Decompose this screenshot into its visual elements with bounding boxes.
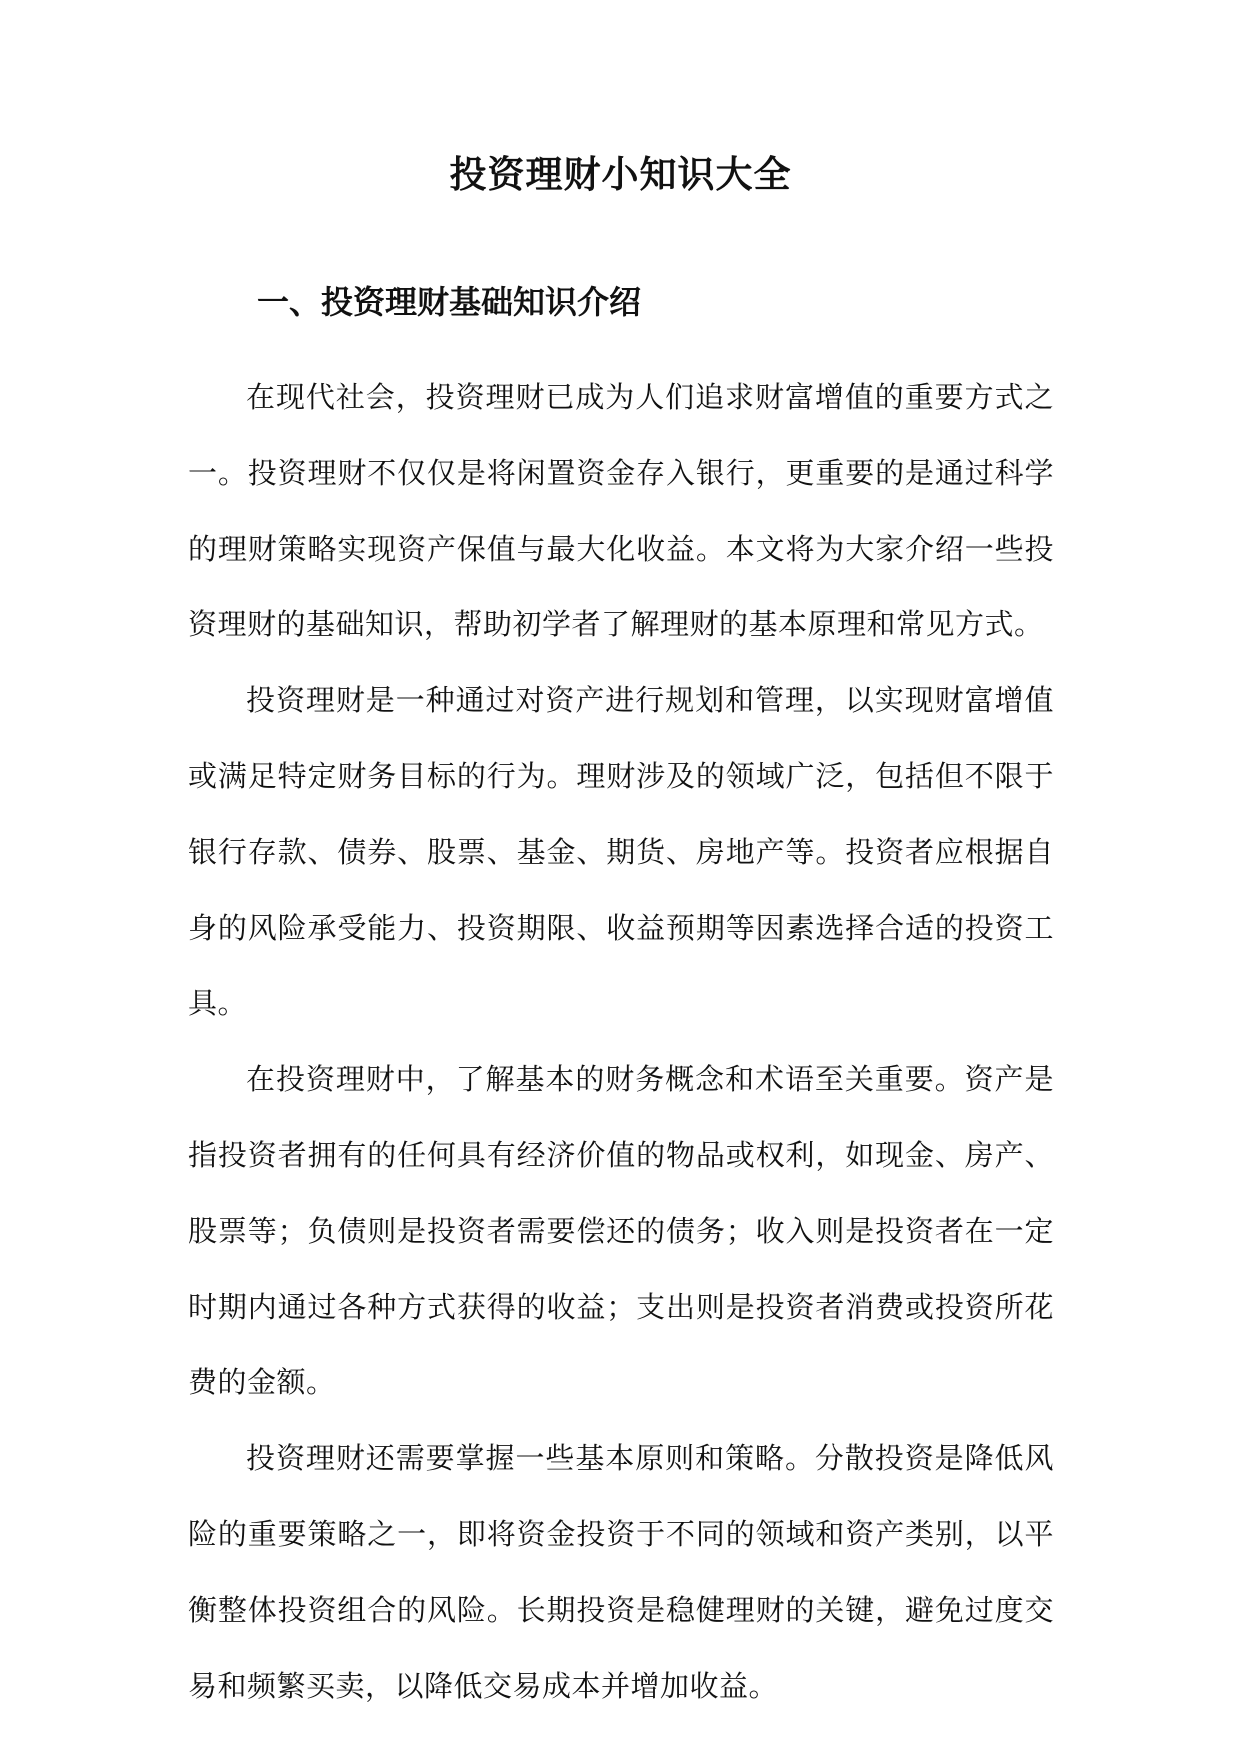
paragraph: 在投资理财中，了解基本的财务概念和术语至关重要。资产是指投资者拥有的任何具有经济价值的物品或权利，如现金、房产、股票等；负债则是投资者需要偿还的债务；收入则是投资者在一定时期内通过各种方式获得的收益；支出则是投资者消费或投资所花费的金额。: [188, 1062, 1054, 1400]
paragraph: 投资理财是一种通过对资产进行规划和管理，以实现财富增值或满足特定财务目标的行为。理财涉及的领域广泛，包括但不限于银行存款、债券、股票、基金、期货、房地产等。投资者应根据自身的风险承受能力、投资期限、收益预期等因素选择合适的投资工具。: [188, 683, 1054, 1021]
section-heading: 一、投资理财基础知识介绍: [257, 283, 642, 321]
paragraph: 在现代社会，投资理财已成为人们追求财富增值的重要方式之一。投资理财不仅仅是将闲置资金存入银行，更重要的是通过科学的理财策略实现资产保值与最大化收益。本文将为大家介绍一些投资理财的基础知识，帮助初学者了解理财的基本原理和常见方式。: [188, 380, 1054, 642]
document-body: [188, 360, 1054, 1724]
document-title: 投资理财小知识大全: [449, 152, 792, 196]
paragraph: 投资理财还需要掌握一些基本原则和策略。分散投资是降低风险的重要策略之一，即将资金投资于不同的领域和资产类别，以平衡整体投资组合的风险。长期投资是稳健理财的关键，避免过度交易和频繁买卖，以降低交易成本并增加收益。: [188, 1441, 1054, 1703]
